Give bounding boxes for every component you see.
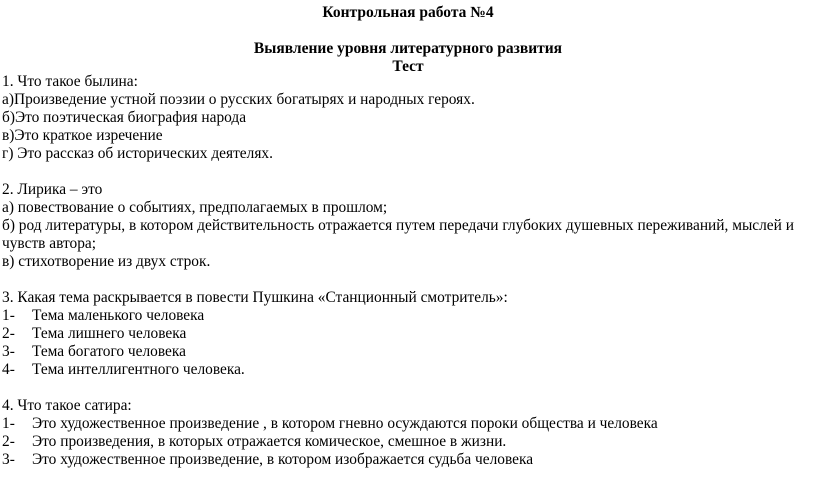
q1-option-a: а)Произведение устной поэзии о русских богатырях и народных героях. — [2, 91, 475, 108]
document-body — [2, 73, 814, 469]
q4-option-2 — [2, 433, 814, 451]
question-3: 3. Какая тема раскрывается в повести Пушкина «Станционный смотритель»: — [2, 289, 508, 306]
q2-option-a: а) повествование о событиях, предполагаемых в прошлом; — [2, 199, 388, 216]
option-number: 1- — [2, 307, 15, 324]
question-1: 1. Что такое былина: — [2, 73, 138, 90]
option-text: Это художественное произведение , в котором гневно осуждаются пороки общества и человека — [32, 415, 658, 432]
option-text: Тема богатого человека — [32, 343, 186, 360]
q2-option-b: б) род литературы, в котором действительность отражается путем передачи глубоких душевных переживаний, мыслей и чувств автора; — [2, 217, 794, 252]
spacer — [2, 163, 814, 181]
spacer — [2, 379, 814, 397]
q1-option-c: в)Это краткое изречение — [2, 127, 163, 144]
q3-option-2 — [2, 325, 814, 343]
q2-option-c: в) стихотворение из двух строк. — [2, 253, 211, 270]
q4-option-3 — [2, 451, 814, 469]
option-number: 3- — [2, 451, 15, 468]
q3-option-3 — [2, 343, 814, 361]
option-number: 2- — [2, 325, 15, 342]
q4-option-1 — [2, 415, 814, 433]
option-number: 1- — [2, 415, 15, 432]
question-4: 4. Что такое сатира: — [2, 397, 132, 414]
question-2: 2. Лирика – это — [2, 181, 103, 198]
test-heading: Тест — [392, 58, 424, 75]
q1-option-b: б)Это поэтическая биография народа — [2, 109, 247, 126]
q1-option-d: г) Это рассказ об исторических деятелях. — [2, 145, 273, 162]
spacer — [2, 271, 814, 289]
option-text: Это произведения, в которых отражается комическое, смешное в жизни. — [32, 433, 507, 450]
document-title: Контрольная работа №4 — [322, 4, 494, 21]
q3-option-1 — [2, 307, 814, 325]
q3-option-4 — [2, 361, 814, 379]
option-number: 2- — [2, 433, 15, 450]
option-text: Это художественное произведение, в котором изображается судьба человека — [32, 451, 534, 468]
option-number: 4- — [2, 361, 15, 378]
document-subtitle: Выявление уровня литературного развития — [253, 40, 563, 57]
option-text: Тема интеллигентного человека. — [32, 361, 245, 378]
option-number: 3- — [2, 343, 15, 360]
option-text: Тема лишнего человека — [32, 325, 187, 342]
option-text: Тема маленького человека — [32, 307, 205, 324]
